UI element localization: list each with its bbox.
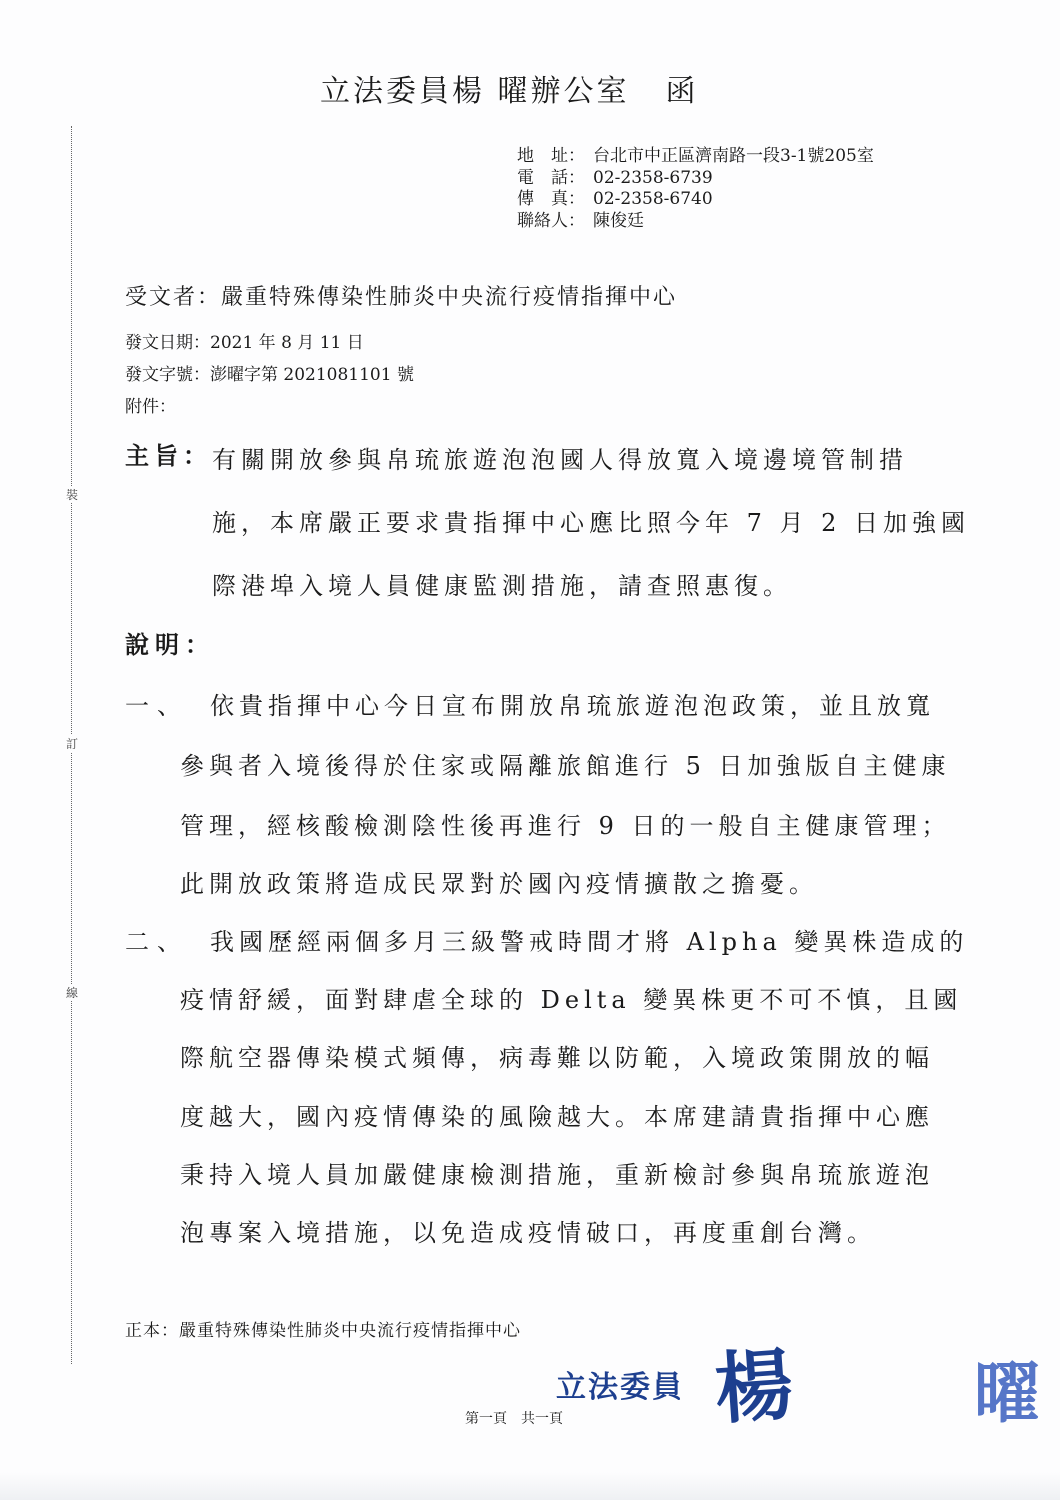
subject-line: 有關開放參與帛琉旅遊泡泡國人得放寬入境邊境管制措 (212, 446, 908, 474)
explanation-line: 我國歷經兩個多月三級警戒時間才將 Alpha 變異株造成的 (210, 928, 969, 956)
item-number: 二、 (125, 928, 189, 956)
page-number: 第一頁 共一頁 (465, 1411, 563, 1427)
contact-value: 02-2358-6740 (593, 189, 713, 209)
item-number: 一、 (125, 692, 189, 720)
explanation-line: 依貴指揮中心今日宣布開放帛琉旅遊泡泡政策，並且放寬 (210, 692, 935, 720)
contact-label: 地 址： (517, 146, 585, 166)
explanation-line: 泡專案入境措施，以免造成疫情破口，再度重創台灣。 (180, 1219, 876, 1247)
contact-value: 陳俊廷 (593, 210, 644, 231)
subject-line: 際港埠入境人員健康監測措施，請查照惠復。 (212, 572, 792, 600)
binding-mark-ding: 訂 (65, 737, 78, 751)
document-number: 發文字號：澎曜字第 2021081101 號 (125, 365, 414, 385)
signature-title: 立法委員 (556, 1370, 684, 1405)
contact-block (517, 146, 874, 232)
document-type: 函 (665, 74, 699, 109)
explanation-line: 疫情舒緩，面對肆虐全球的 Delta 變異株更不可不慎，且國 (180, 986, 963, 1014)
explanation-line: 管理，經核酸檢測陰性後再進行 9 日的一般自主健康管理； (180, 812, 951, 840)
explanation-line: 度越大，國內疫情傳染的風險越大。本席建請貴指揮中心應 (180, 1103, 934, 1131)
office-name: 立法委員楊 曜辦公室 (320, 74, 630, 109)
explanation-line: 參與者入境後得於住家或隔離旅館進行 5 日加強版自主健康 (180, 752, 951, 780)
contact-label: 電 話： (517, 167, 585, 188)
recipient: 受文者：嚴重特殊傳染性肺炎中央流行疫情指揮中心 (125, 285, 678, 310)
signature-seal-name: 曜 (974, 1354, 1040, 1432)
issue-date: 發文日期：2021 年 8 月 11 日 (125, 333, 364, 353)
explanation-label: 說明： (125, 630, 215, 659)
signature-seal-surname: 楊 (711, 1339, 797, 1436)
binding-mark-zhuang: 裝 (65, 488, 78, 502)
binding-mark-xian: 線 (65, 986, 78, 1000)
attachment-label: 附件： (125, 397, 176, 417)
contact-label: 傳 真： (517, 189, 585, 209)
contact-label: 聯絡人： (517, 210, 585, 231)
contact-person (517, 211, 874, 233)
contact-value: 02-2358-6739 (593, 167, 713, 188)
explanation-line: 此開放政策將造成民眾對於國內疫情擴散之擔憂。 (180, 870, 818, 898)
contact-phone (517, 168, 874, 190)
explanation-line: 際航空器傳染模式頻傳，病毒難以防範，入境政策開放的幅 (180, 1044, 934, 1072)
contact-value: 台北市中正區濟南路一段3-1號205室 (593, 146, 874, 166)
subject-label: 主旨： (125, 441, 212, 470)
contact-fax (517, 189, 874, 211)
copy-recipient: 正本：嚴重特殊傳染性肺炎中央流行疫情指揮中心 (125, 1321, 521, 1341)
contact-address (517, 146, 874, 168)
document-title (320, 66, 699, 110)
subject-line: 施，本席嚴正要求貴指揮中心應比照今年 7 月 2 日加強國 (212, 509, 971, 537)
explanation-line: 秉持入境人員加嚴健康檢測措施，重新檢討參與帛琉旅遊泡 (180, 1161, 934, 1189)
